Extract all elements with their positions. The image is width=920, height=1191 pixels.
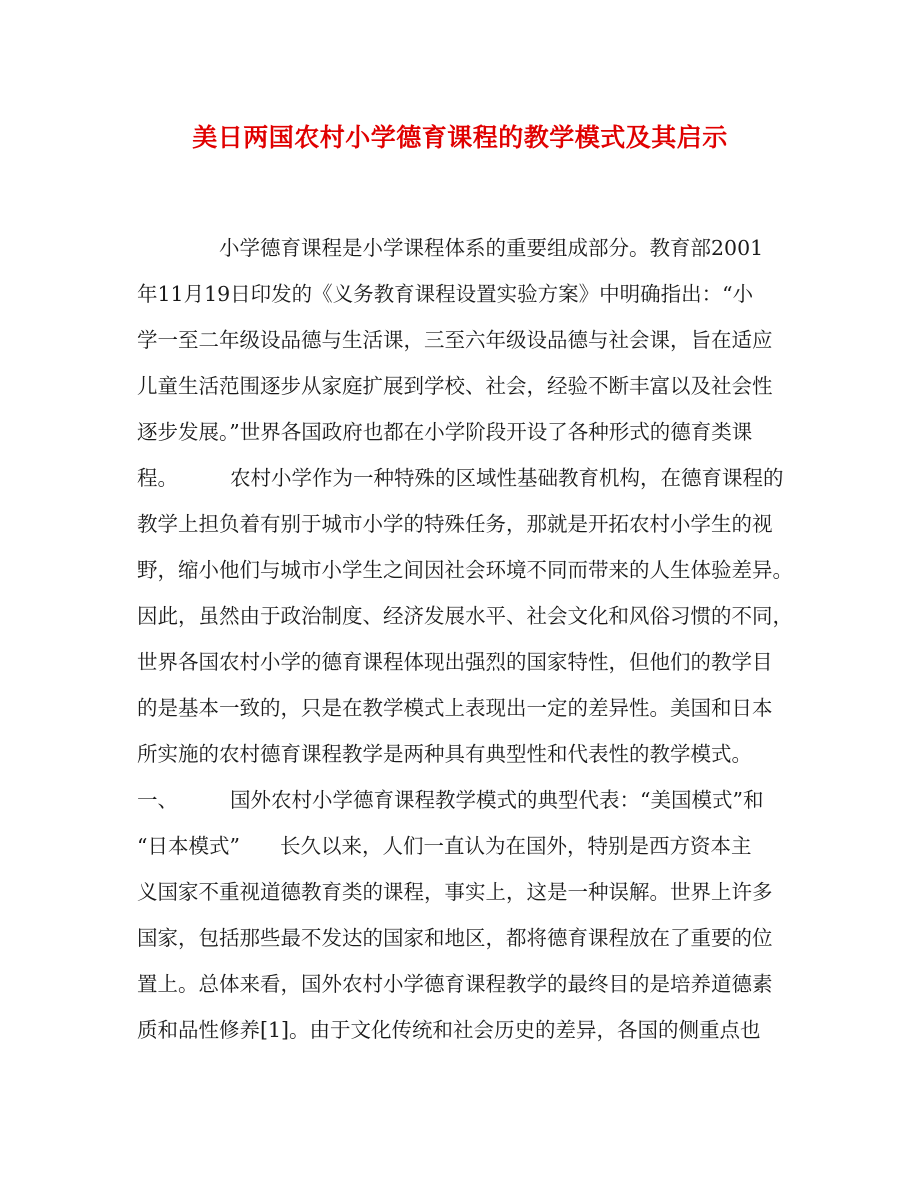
text-run: 儿童生活范围逐步从家庭扩展到学校、社会，经验不断丰富以及社会性: [137, 374, 773, 398]
text-run: 义国家不重视道德教育类的课程，事实上，这是一种误解。世界上许多: [137, 880, 773, 904]
text-run: 教学上担负着有别于城市小学的特殊任务，那就是开拓农村小学生的视: [137, 512, 773, 536]
text-line: [137, 966, 787, 1012]
document-body: [137, 230, 793, 1058]
text-run: 因此，虽然由于政治制度、经济发展水平、社会文化和风俗习惯的不同，: [137, 604, 793, 628]
text-run: 逐步发展。”世界各国政府也都在小学阶段开设了各种形式的德育类课: [137, 420, 753, 444]
text-run: 小学德育课程是小学课程体系的重要组成部分。教育部2001: [219, 236, 764, 260]
text-line: [137, 920, 787, 966]
text-run: 野，缩小他们与城市小学生之间因社会环境不同而带来的人生体验差异。: [137, 558, 793, 582]
text-line: [137, 828, 787, 874]
text-line: [137, 1012, 787, 1058]
document-title: 美日两国农村小学德育课程的教学模式及其启示: [192, 123, 728, 152]
text-run: 质和品性修养[1]。由于文化传统和社会历史的差异，各国的侧重点也: [137, 1018, 761, 1042]
section-heading-cont: “日本模式”: [137, 834, 240, 858]
text-line: [137, 368, 787, 414]
text-run: 置上。总体来看，国外农村小学德育课程教学的最终目的是培养道德素: [137, 972, 773, 996]
text-run: 所实施的农村德育课程教学是两种具有典型性和代表性的教学模式。: [137, 742, 752, 766]
text-line: [137, 276, 787, 322]
text-line: [137, 874, 787, 920]
text-run: 农村小学作为一种特殊的区域性基础教育机构，在德育课程的: [230, 466, 784, 490]
text-run: 长久以来，人们一直认为在国外，特别是西方资本主: [279, 834, 752, 858]
text-line: [137, 598, 793, 644]
text-run: 程。: [137, 466, 178, 490]
text-run: 学一至二年级设品德与生活课，三至六年级设品德与社会课，旨在适应: [137, 328, 773, 352]
text-line: [137, 782, 787, 828]
text-line: [137, 736, 787, 782]
text-line: [137, 506, 787, 552]
text-line: [137, 644, 787, 690]
section-number: 一、: [137, 788, 178, 812]
text-run: 国家，包括那些最不发达的国家和地区，都将德育课程放在了重要的位: [137, 926, 773, 950]
text-run: 年11月19日印发的《义务教育课程设置实验方案》中明确指出：“小: [137, 282, 754, 306]
text-line: [137, 414, 787, 460]
text-run: 的是基本一致的，只是在教学模式上表现出一定的差异性。美国和日本: [137, 696, 773, 720]
text-run: 世界各国农村小学的德育课程体现出强烈的国家特性，但他们的教学目: [137, 650, 773, 674]
text-line: [137, 690, 787, 736]
section-heading: 国外农村小学德育课程教学模式的典型代表：“美国模式”和: [230, 788, 764, 812]
text-line: [137, 230, 787, 276]
text-line: [137, 552, 793, 598]
text-line: [137, 322, 787, 368]
text-line: [137, 460, 787, 506]
